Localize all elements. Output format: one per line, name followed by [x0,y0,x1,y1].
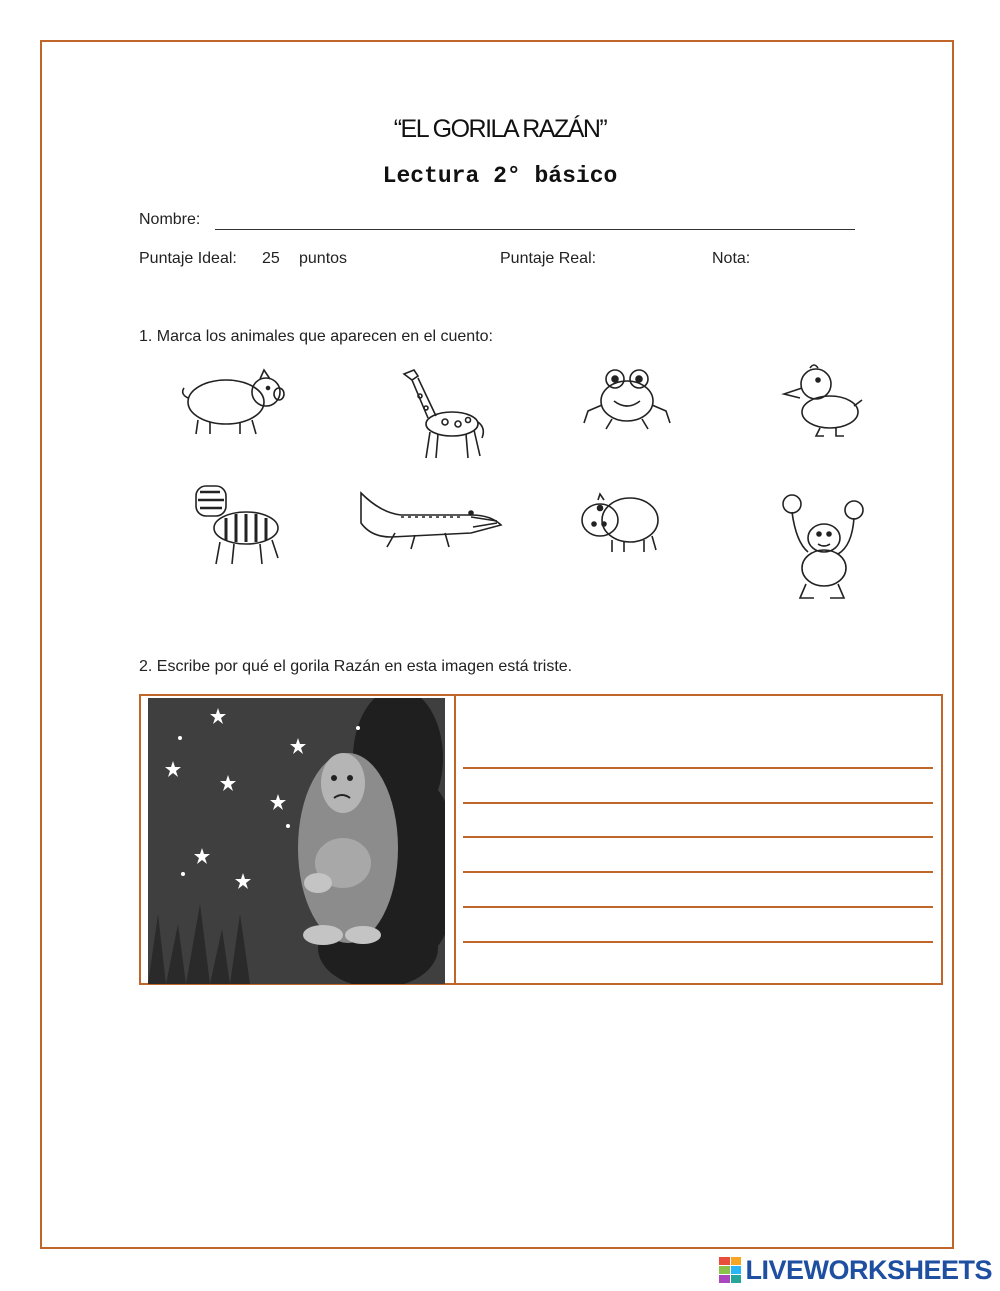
nombre-label: Nombre: [139,211,201,228]
brand-name: LIVEWORKSHEETS [745,1254,992,1285]
worksheet-title: “EL GORILA RAZÁN” [393,115,607,143]
nota-label: Nota: [712,250,751,267]
puntaje-ideal-value: 25 [262,250,280,267]
crocodile-image[interactable] [355,487,503,555]
giraffe-image[interactable] [390,366,490,461]
puntaje-real-label: Puntaje Real: [500,250,597,267]
nombre-field[interactable] [215,229,855,230]
worksheet-subtitle: Lectura 2° básico [382,163,618,189]
box-divider [454,696,456,983]
logo-blocks-icon [719,1257,741,1283]
question-2: 2. Escribe por qué el gorila Razán en esta imagen está triste. [139,658,573,675]
puntaje-ideal-unit: puntos [299,250,348,267]
gorilla-image[interactable] [778,492,868,602]
question-1: 1. Marca los animales que aparecen en el cuento: [139,328,493,345]
answer-line-1[interactable] [463,767,933,769]
zebra-image[interactable] [190,482,285,568]
hippo-image[interactable] [578,490,663,555]
frog-image[interactable] [582,365,672,431]
pig-image[interactable] [178,362,288,442]
answer-line-5[interactable] [463,906,933,908]
answer-line-4[interactable] [463,871,933,873]
liveworksheets-logo [719,1254,992,1286]
answer-line-6[interactable] [463,941,933,943]
sad-gorilla-image [148,698,445,984]
answer-line-2[interactable] [463,802,933,804]
duck-image[interactable] [780,362,865,437]
puntaje-ideal-label: Puntaje Ideal: [139,250,237,267]
answer-line-3[interactable] [463,836,933,838]
